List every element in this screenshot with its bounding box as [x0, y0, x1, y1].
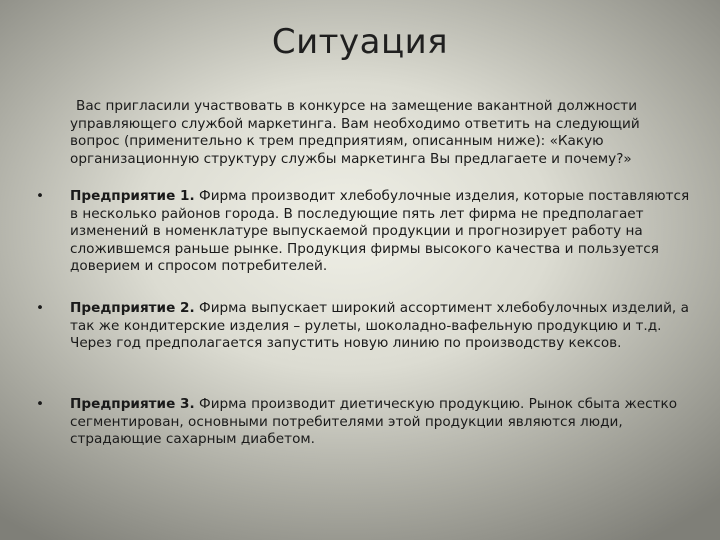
bullet-icon: •: [36, 396, 45, 412]
bullet-icon: •: [36, 300, 45, 316]
list-item-heading: Предприятие 2.: [70, 300, 195, 316]
list-item-text: [70, 396, 696, 449]
list-item-body: Фирма выпускает широкий ассортимент хлебобулочных изделий, а так же кондитерские изделия – рулеты, шоколадно-вафельную продукцию и т.д. Через год предполагается запустить новую линию по производству кексов.: [70, 300, 689, 351]
list-item-heading: Предприятие 3.: [70, 396, 195, 412]
list-item-heading: Предприятие 1.: [70, 188, 195, 204]
list-item-body: Фирма производит диетическую продукцию. Рынок сбыта жестко сегментирован, основными потребителями этой продукции являются люди, страдающие сахарным диабетом.: [70, 396, 678, 447]
list-item-text: [70, 188, 696, 276]
list-item-body: Фирма производит хлебобулочные изделия, которые поставляются в несколько районов города. В последующие пять лет фирма не предполагает изменений в номенклатуре выпускаемой продукции и прогнозирует работу на сложившемся раньше рынке. Продукция фирмы высокого качества и пользуется доверием и спросом потребителей.: [70, 188, 690, 274]
slide-title: Ситуация: [271, 22, 449, 62]
bullet-icon: •: [36, 188, 45, 204]
intro-paragraph: Вас пригласили участвовать в конкурсе на замещение вакантной должности управляющего службой маркетинга. Вам необходимо ответить на следующий вопрос (применительно к трем предприятиям, описанным ниже): «Какую организационную структуру службы маркетинга Вы предлагаете и почему?»: [70, 98, 640, 167]
list-item-enterprise-3: [36, 396, 696, 449]
list-item-text: [70, 300, 696, 353]
list-item-enterprise-1: [36, 188, 696, 276]
list-item-enterprise-2: [36, 300, 696, 353]
